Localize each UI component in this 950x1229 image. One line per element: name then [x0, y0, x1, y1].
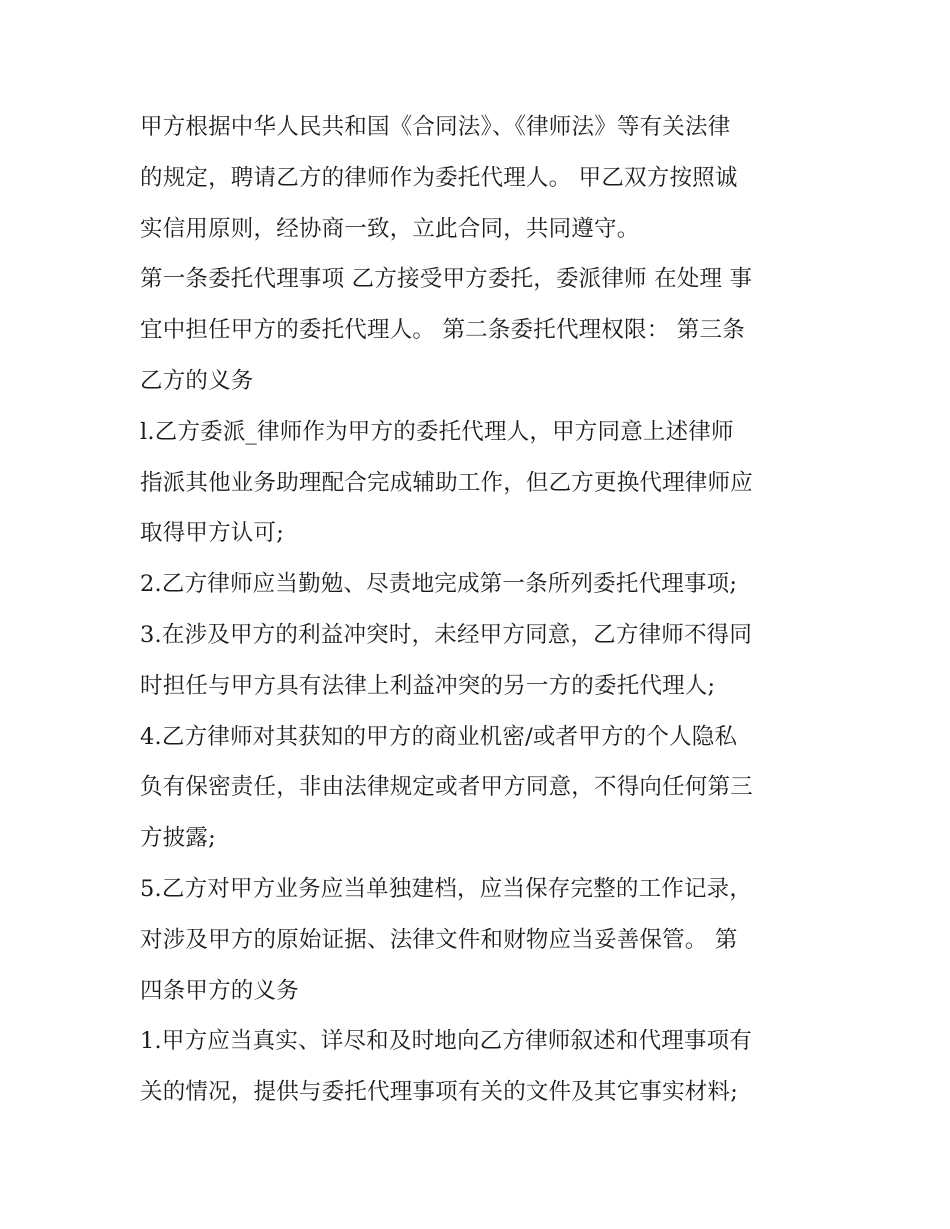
text-line: l.乙方委派_律师作为甲方的委托代理人，甲方同意上述律师 [140, 418, 734, 445]
text-line: 关的情况，提供与委托代理事项有关的文件及其它事实材料; [140, 1079, 738, 1106]
text-line: 甲方根据中华人民共和国《合同法》、《律师法》等有关法律 [140, 114, 731, 140]
text-line: 时担任与甲方具有法律上利益冲突的另一方的委托代理人; [140, 672, 716, 699]
text-line: 宜中担任甲方的委托代理人。 第二条委托代理权限： 第三条 [140, 317, 745, 344]
text-line: 对涉及甲方的原始证据、法律文件和财物应当妥善保管。 第 [140, 926, 738, 953]
contract-body-text [140, 102, 812, 1118]
text-line: 的规定，聘请乙方的律师作为委托代理人。 甲乙双方按照诚 [140, 164, 738, 191]
text-line: 四条甲方的义务 [140, 977, 299, 1004]
text-line: 3.在涉及甲方的利益冲突时，未经甲方同意，乙方律师不得同 [140, 621, 753, 648]
text-line: 取得甲方认可; [140, 520, 284, 547]
text-line: 负有保密责任，非由法律规定或者甲方同意，不得向任何第三 [140, 774, 753, 801]
text-line: 2.乙方律师应当勤勉、尽责地完成第一条所列委托代理事项; [140, 571, 738, 598]
text-line: 乙方的义务 [140, 367, 254, 394]
text-line: 1.甲方应当真实、详尽和及时地向乙方律师叙述和代理事项有 [140, 1028, 753, 1055]
text-line: 第一条委托代理事项 乙方接受甲方委托，委派律师 在处理 事 [140, 266, 753, 293]
text-line: 5.乙方对甲方业务应当单独建档，应当保存完整的工作记录， [140, 875, 753, 902]
text-line: 实信用原则，经协商一致，立此合同，共同遵守。 [140, 215, 640, 242]
text-line: 方披露; [140, 825, 216, 852]
text-line: 4.乙方律师对其获知的甲方的商业机密/或者甲方的个人隐私 [140, 723, 738, 750]
text-line: 指派其他业务助理配合完成辅助工作，但乙方更换代理律师应 [140, 469, 753, 496]
